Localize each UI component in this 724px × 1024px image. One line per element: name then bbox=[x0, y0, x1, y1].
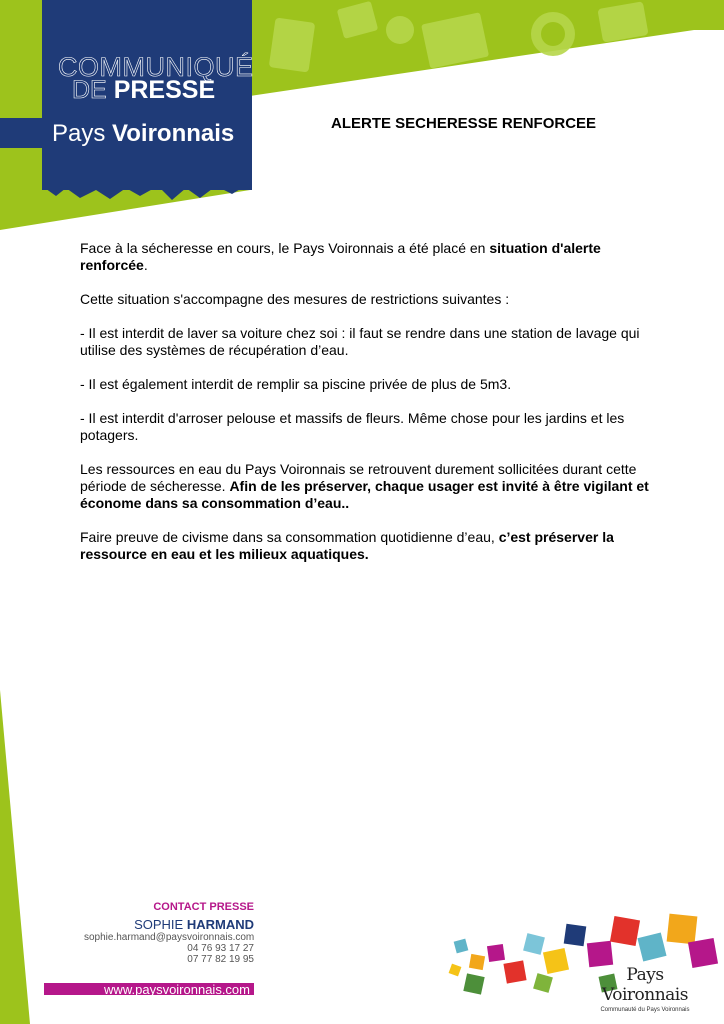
paragraph-civism: Faire preuve de civisme dans sa consommation quotidienne d’eau, c’est préserver la ressource en eau et les milieux aquatiques. bbox=[80, 529, 614, 562]
contact-name: SOPHIE HARMAND bbox=[134, 917, 254, 932]
document-body bbox=[80, 240, 650, 580]
paragraph-intro: Face à la sécheresse en cours, le Pays Voironnais a été placé en situation d'alerte renforcée. bbox=[80, 240, 601, 273]
website-bar bbox=[44, 983, 254, 995]
footer-logo-name: Pays Voironnais bbox=[602, 965, 688, 1005]
document-title: ALERTE SECHERESSE RENFORCEE bbox=[331, 115, 597, 132]
press-contact bbox=[84, 902, 254, 965]
contact-phone-2: 07 77 82 19 95 bbox=[187, 954, 254, 965]
footer-logo-subtitle: Communauté du Pays Voironnais bbox=[600, 1007, 690, 1013]
paragraph-pool: - Il est également interdit de remplir sa piscine privée de plus de 5m3. bbox=[80, 376, 512, 392]
contact-email[interactable]: sophie.harmand@paysvoironnais.com bbox=[84, 932, 255, 943]
brand-strip bbox=[0, 118, 252, 148]
header-line2: DE PRESSE bbox=[72, 76, 216, 104]
paragraph-resources: Les ressources en eau du Pays Voironnais se retrouvent durement sollicitées durant cette période de sécheresse. Afin de les préserver, chaque usager est invité à être vigilant et économe dans sa consommation d’eau.. bbox=[80, 461, 649, 511]
paragraph-restrictions-intro: Cette situation s'accompagne des mesures de restrictions suivantes : bbox=[80, 291, 510, 307]
footer-logo bbox=[585, 965, 705, 1013]
brand-logo-text: Pays Voironnais bbox=[52, 120, 235, 147]
press-release-header bbox=[42, 0, 252, 190]
paragraph-watering: - Il est interdit d'arroser pelouse et massifs de fleurs. Même chose pour les jardins et les potagers. bbox=[80, 410, 625, 443]
paragraph-car-wash: - Il est interdit de laver sa voiture chez soi : il faut se rendre dans une station de lavage qui utilise des systèmes de récupération d’eau. bbox=[80, 325, 640, 358]
website-link[interactable]: www.paysvoironnais.com bbox=[104, 982, 250, 997]
contact-heading: CONTACT PRESSE bbox=[153, 901, 254, 913]
contact-phone-1: 04 76 93 17 27 bbox=[187, 943, 254, 954]
header-line1: COMMUNIQUÉ bbox=[58, 52, 254, 82]
